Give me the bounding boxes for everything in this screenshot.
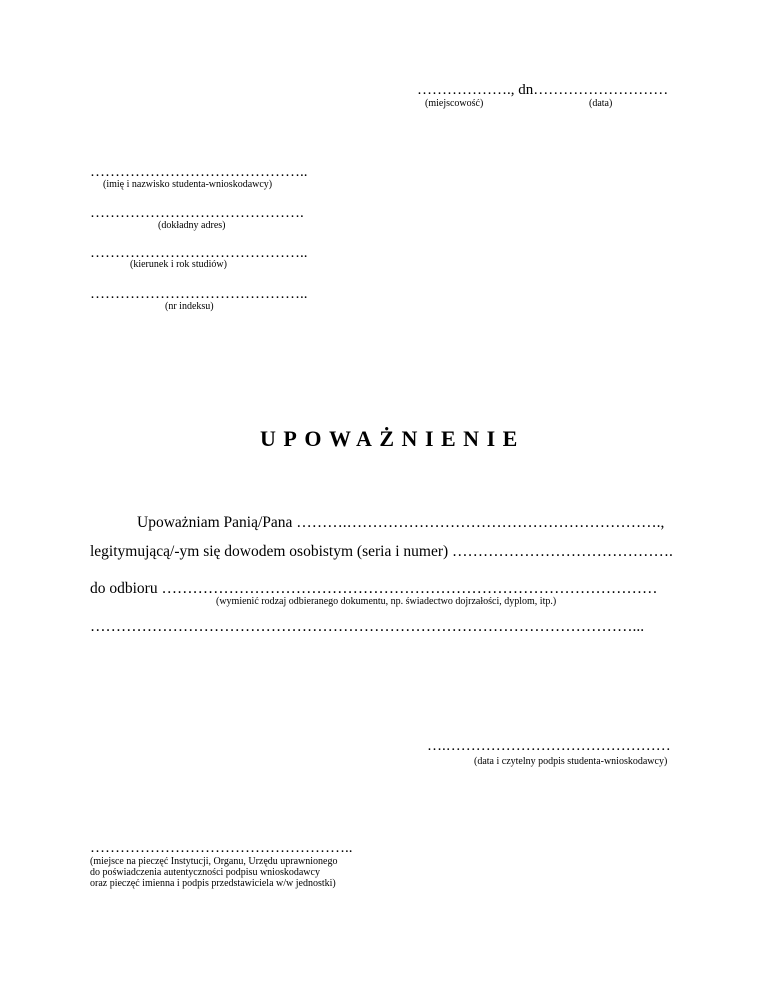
field-of-study-caption: (kierunek i rok studiów) <box>130 259 227 270</box>
stamp-caption-line: do poświadczenia autentyczności podpisu wnioskodawcy <box>90 867 320 878</box>
signature-line[interactable]: ….……………………………………… <box>427 738 671 754</box>
address-caption: (dokładny adres) <box>158 220 226 231</box>
stamp-caption <box>90 856 338 889</box>
field-of-study-line[interactable]: …………………………………….. <box>90 245 308 261</box>
collection-line[interactable]: do odbioru …………………………………………………………………………………… <box>90 580 658 597</box>
date-caption: (data) <box>589 98 613 109</box>
index-number-caption: (nr indeksu) <box>165 301 214 312</box>
document-title: UPOWAŻNIENIE <box>260 426 525 451</box>
stamp-caption-line: oraz pieczęć imienna i podpis przedstawiciela w/w jednostki) <box>90 878 336 889</box>
authorized-person-line[interactable]: Upoważniam Panią/Pana ……….……………………………………………………., <box>137 514 665 531</box>
index-number-line[interactable]: …………………………………….. <box>90 286 308 302</box>
address-line[interactable]: ……………………………………. <box>90 205 304 221</box>
stamp-caption-line: (miejsce na pieczęć Instytucji, Organu, Urzędu uprawnionego <box>90 856 338 867</box>
stamp-line[interactable]: …………………………………………….. <box>90 840 353 856</box>
id-document-line[interactable]: legitymującą/-ym się dowodem osobistym (seria i numer) ……………………………………. <box>90 543 673 560</box>
applicant-name-caption: (imię i nazwisko studenta-wnioskodawcy) <box>103 179 273 190</box>
collection-continuation-line[interactable]: ……………………………………………………………………………………………... <box>90 618 645 635</box>
place-caption: (miejscowość) <box>425 98 484 109</box>
place-date-line[interactable]: ………………., dn……………………… <box>417 82 669 98</box>
signature-caption: (data i czytelny podpis studenta-wnioskodawcy) <box>474 756 668 767</box>
collection-caption: (wymienić rodzaj odbieranego dokumentu, np. świadectwo dojrzałości, dyplom, itp.) <box>216 596 557 607</box>
applicant-name-line[interactable]: …………………………………….. <box>90 164 308 180</box>
